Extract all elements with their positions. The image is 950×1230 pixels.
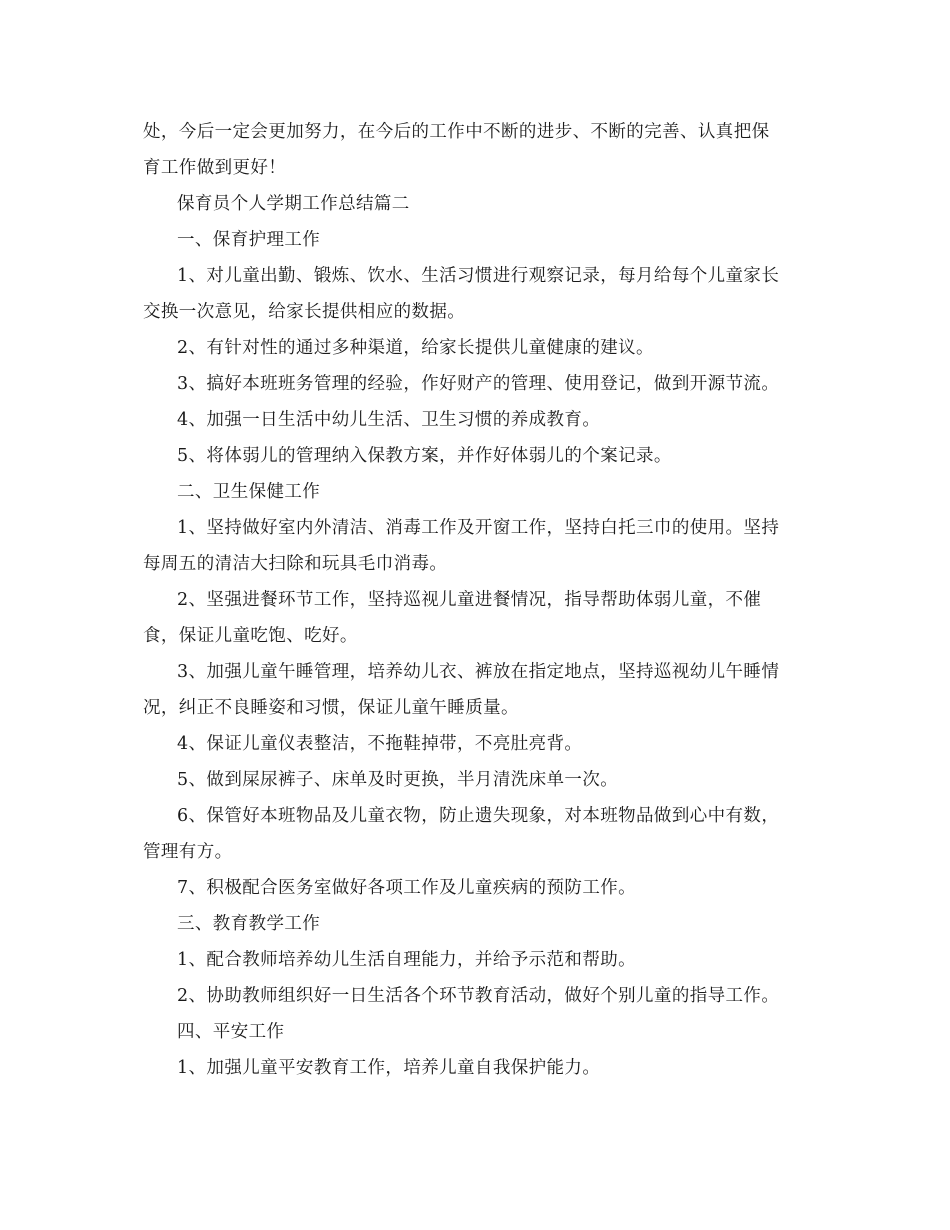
health-item-1: 1、坚持做好室内外清洁、消毒工作及开窗工作，坚持白托三巾的使用。坚持 [177,518,780,538]
heading-safety: 四、平安工作 [177,1022,285,1042]
text-line-1: 处，今后一定会更加努力，在今后的工作中不断的进步、不断的完善、认真把保 [143,122,770,142]
safety-item-1: 1、加强儿童平安教育工作，培养儿童自我保护能力。 [177,1058,601,1078]
health-item-1-cont: 每周五的清洁大扫除和玩具毛巾消毒。 [143,554,448,574]
health-item-6-cont: 管理有方。 [143,842,233,862]
nursing-item-3: 3、搞好本班班务管理的经验，作好财产的管理、使用登记，做到开源节流。 [177,374,780,394]
document-body [143,114,808,1086]
health-item-3-cont: 况，纠正不良睡姿和习惯，保证儿童午睡质量。 [143,698,519,718]
health-item-5: 5、做到屎尿裤子、床单及时更换，半月清洗床单一次。 [177,770,619,790]
health-item-2: 2、坚强进餐环节工作，坚持巡视儿童进餐情况，指导帮助体弱儿童，不催 [177,590,762,610]
section-title-part-two: 保育员个人学期工作总结篇二 [177,194,410,214]
nursing-item-1: 1、对儿童出勤、锻炼、饮水、生活习惯进行观察记录，每月给每个儿童家长 [177,266,780,286]
health-item-7: 7、积极配合医务室做好各项工作及儿童疾病的预防工作。 [177,878,637,898]
nursing-item-4: 4、加强一日生活中幼儿生活、卫生习惯的养成教育。 [177,410,601,430]
nursing-item-5: 5、将体弱儿的管理纳入保教方案，并作好体弱儿的个案记录。 [177,446,672,466]
heading-health-care: 二、卫生保健工作 [177,482,321,502]
nursing-item-1-cont: 交换一次意见，给家长提供相应的数据。 [143,302,466,322]
health-item-6: 6、保管好本班物品及儿童衣物，防止遗失现象，对本班物品做到心中有数， [177,806,780,826]
heading-nursing-care: 一、保育护理工作 [177,230,321,250]
health-item-2-cont: 食，保证儿童吃饱、吃好。 [143,626,358,646]
health-item-4: 4、保证儿童仪表整洁，不拖鞋掉带，不亮肚亮背。 [177,734,583,754]
text-line-2: 育工作做到更好！ [143,158,287,178]
health-item-3: 3、加强儿童午睡管理，培养幼儿衣、裤放在指定地点，坚持巡视幼儿午睡情 [177,662,780,682]
nursing-item-2: 2、有针对性的通过多种渠道，给家长提供儿童健康的建议。 [177,338,654,358]
heading-education: 三、教育教学工作 [177,914,321,934]
education-item-1: 1、配合教师培养幼儿生活自理能力，并给予示范和帮助。 [177,950,637,970]
education-item-2: 2、协助教师组织好一日生活各个环节教育活动，做好个别儿童的指导工作。 [177,986,780,1006]
